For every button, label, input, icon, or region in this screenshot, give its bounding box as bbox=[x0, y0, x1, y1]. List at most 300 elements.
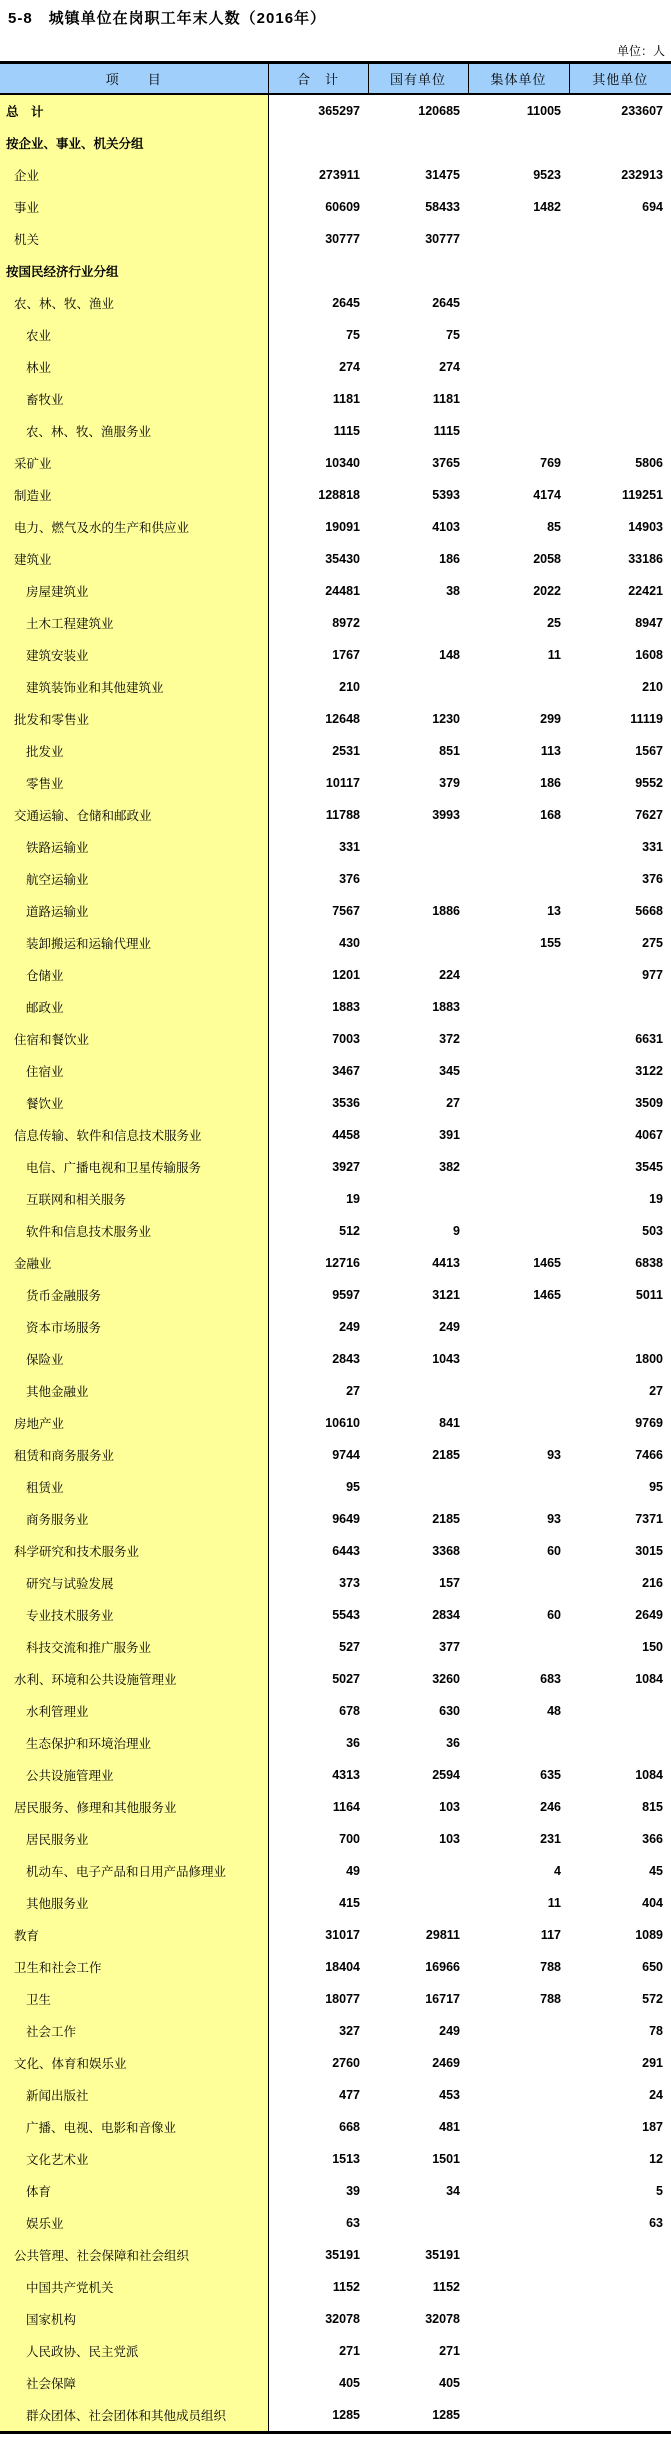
table-row bbox=[0, 191, 671, 223]
value-cell bbox=[368, 927, 468, 959]
value-cell: 19 bbox=[346, 1192, 360, 1206]
value-cell: 34 bbox=[446, 2184, 460, 2198]
value-cell: 1465 bbox=[533, 1288, 561, 1302]
value-cell bbox=[368, 127, 468, 159]
value-cell: 4174 bbox=[533, 488, 561, 502]
value-cell: 4413 bbox=[432, 1256, 460, 1270]
item-label: 总 计 bbox=[0, 94, 268, 127]
table-row bbox=[0, 383, 671, 415]
item-label: 机动车、电子产品和日用产品修理业 bbox=[0, 1855, 268, 1887]
value-cell: 103 bbox=[439, 1832, 460, 1846]
item-label: 农、林、牧、渔服务业 bbox=[0, 415, 268, 447]
value-cell bbox=[468, 831, 569, 863]
value-cell: 331 bbox=[339, 840, 360, 854]
item-label: 建筑安装业 bbox=[0, 639, 268, 671]
value-cell: 851 bbox=[439, 744, 460, 758]
item-label: 交通运输、仓储和邮政业 bbox=[0, 799, 268, 831]
item-label: 铁路运输业 bbox=[0, 831, 268, 863]
value-cell: 453 bbox=[439, 2088, 460, 2102]
value-cell: 366 bbox=[642, 1832, 663, 1846]
value-cell: 30777 bbox=[325, 232, 360, 246]
value-cell bbox=[468, 2015, 569, 2047]
table-row bbox=[0, 543, 671, 575]
item-label: 按企业、事业、机关分组 bbox=[0, 127, 268, 159]
value-cell: 10117 bbox=[325, 776, 360, 790]
value-cell bbox=[569, 2367, 671, 2399]
value-cell: 668 bbox=[339, 2120, 360, 2134]
value-cell bbox=[468, 2399, 569, 2433]
value-cell: 788 bbox=[540, 1992, 561, 2006]
value-cell bbox=[569, 255, 671, 287]
table-row bbox=[0, 1695, 671, 1727]
value-cell: 27 bbox=[649, 1384, 663, 1398]
value-cell: 186 bbox=[439, 552, 460, 566]
table-row bbox=[0, 511, 671, 543]
table-row bbox=[0, 703, 671, 735]
value-cell: 33186 bbox=[628, 552, 663, 566]
value-cell bbox=[569, 1727, 671, 1759]
value-cell: 5027 bbox=[332, 1672, 360, 1686]
item-label: 社会保障 bbox=[0, 2367, 268, 2399]
value-cell: 2531 bbox=[332, 744, 360, 758]
value-cell bbox=[468, 2239, 569, 2271]
item-label: 林业 bbox=[0, 351, 268, 383]
value-cell: 635 bbox=[540, 1768, 561, 1782]
value-cell: 291 bbox=[642, 2056, 663, 2070]
item-label: 教育 bbox=[0, 1919, 268, 1951]
item-label: 水利、环境和公共设施管理业 bbox=[0, 1663, 268, 1695]
table-row bbox=[0, 2271, 671, 2303]
value-cell bbox=[468, 1311, 569, 1343]
item-label: 住宿业 bbox=[0, 1055, 268, 1087]
value-cell: 29811 bbox=[425, 1928, 460, 1942]
table-row bbox=[0, 415, 671, 447]
table-row bbox=[0, 1183, 671, 1215]
value-cell: 1084 bbox=[635, 1672, 663, 1686]
value-cell bbox=[368, 831, 468, 863]
value-cell bbox=[468, 2367, 569, 2399]
item-label: 邮政业 bbox=[0, 991, 268, 1023]
value-cell: 39 bbox=[346, 2184, 360, 2198]
table-row bbox=[0, 1151, 671, 1183]
value-cell: 376 bbox=[339, 872, 360, 886]
value-cell: 694 bbox=[642, 200, 663, 214]
value-cell: 376 bbox=[642, 872, 663, 886]
value-cell: 3536 bbox=[332, 1096, 360, 1110]
column-header-item: 项 目 bbox=[0, 63, 268, 95]
value-cell: 187 bbox=[642, 2120, 663, 2134]
value-cell: 3993 bbox=[432, 808, 460, 822]
value-cell: 12716 bbox=[325, 1256, 360, 1270]
value-cell: 16966 bbox=[425, 1960, 460, 1974]
value-cell: 572 bbox=[642, 1992, 663, 2006]
item-label: 批发业 bbox=[0, 735, 268, 767]
value-cell: 85 bbox=[547, 520, 561, 534]
column-header-collective: 集体单位 bbox=[468, 63, 569, 95]
value-cell: 815 bbox=[642, 1800, 663, 1814]
value-cell: 119251 bbox=[621, 488, 663, 502]
value-cell bbox=[368, 671, 468, 703]
value-cell: 404 bbox=[642, 1896, 663, 1910]
item-label: 文化、体育和娱乐业 bbox=[0, 2047, 268, 2079]
value-cell: 24 bbox=[649, 2088, 663, 2102]
item-label: 农业 bbox=[0, 319, 268, 351]
item-label: 广播、电视、电影和音像业 bbox=[0, 2111, 268, 2143]
value-cell: 2594 bbox=[432, 1768, 460, 1782]
item-label: 保险业 bbox=[0, 1343, 268, 1375]
page-title: 5-8 城镇单位在岗职工年末人数（2016年） bbox=[8, 10, 327, 27]
value-cell: 379 bbox=[439, 776, 460, 790]
value-cell: 1567 bbox=[635, 744, 663, 758]
item-label: 研究与试验发展 bbox=[0, 1567, 268, 1599]
table-row bbox=[0, 767, 671, 799]
value-cell: 231 bbox=[540, 1832, 561, 1846]
item-label: 租赁业 bbox=[0, 1471, 268, 1503]
item-label: 电力、燃气及水的生产和供应业 bbox=[0, 511, 268, 543]
value-cell bbox=[368, 255, 468, 287]
value-cell: 60 bbox=[547, 1544, 561, 1558]
table-row bbox=[0, 1919, 671, 1951]
value-cell bbox=[569, 991, 671, 1023]
value-cell bbox=[368, 2207, 468, 2239]
table-row bbox=[0, 1055, 671, 1087]
value-cell bbox=[368, 1471, 468, 1503]
table-row bbox=[0, 255, 671, 287]
column-header-total: 合 计 bbox=[268, 63, 368, 95]
value-cell bbox=[468, 2111, 569, 2143]
value-cell: 22421 bbox=[628, 584, 663, 598]
value-cell bbox=[569, 2399, 671, 2433]
value-cell: 11119 bbox=[630, 712, 663, 726]
value-cell: 3015 bbox=[635, 1544, 663, 1558]
value-cell bbox=[569, 351, 671, 383]
column-header-state-owned: 国有单位 bbox=[368, 63, 468, 95]
value-cell: 13 bbox=[547, 904, 561, 918]
item-label: 互联网和相关服务 bbox=[0, 1183, 268, 1215]
value-cell: 9649 bbox=[332, 1512, 360, 1526]
value-cell: 1285 bbox=[432, 2408, 460, 2422]
table-row bbox=[0, 1599, 671, 1631]
value-cell bbox=[468, 671, 569, 703]
value-cell: 841 bbox=[439, 1416, 460, 1430]
value-cell: 512 bbox=[339, 1224, 360, 1238]
value-cell bbox=[468, 1407, 569, 1439]
item-label: 文化艺术业 bbox=[0, 2143, 268, 2175]
value-cell: 233607 bbox=[621, 104, 663, 118]
value-cell: 60609 bbox=[325, 200, 360, 214]
table-row bbox=[0, 159, 671, 191]
value-cell: 1084 bbox=[635, 1768, 663, 1782]
value-cell: 405 bbox=[339, 2376, 360, 2390]
value-cell: 4 bbox=[554, 1864, 561, 1878]
table-row bbox=[0, 1983, 671, 2015]
value-cell: 2843 bbox=[332, 1352, 360, 1366]
table-row bbox=[0, 671, 671, 703]
value-cell: 3467 bbox=[332, 1064, 360, 1078]
table-row bbox=[0, 735, 671, 767]
value-cell bbox=[268, 127, 368, 159]
item-label: 软件和信息技术服务业 bbox=[0, 1215, 268, 1247]
value-cell: 48 bbox=[547, 1704, 561, 1718]
table-row bbox=[0, 1535, 671, 1567]
value-cell: 3927 bbox=[332, 1160, 360, 1174]
value-cell: 3509 bbox=[635, 1096, 663, 1110]
item-label: 公共管理、社会保障和社会组织 bbox=[0, 2239, 268, 2271]
value-cell bbox=[468, 1567, 569, 1599]
item-label: 土木工程建筑业 bbox=[0, 607, 268, 639]
value-cell bbox=[569, 287, 671, 319]
table-row bbox=[0, 927, 671, 959]
value-cell: 32078 bbox=[325, 2312, 360, 2326]
value-cell bbox=[468, 2143, 569, 2175]
item-label: 其他服务业 bbox=[0, 1887, 268, 1919]
table-row bbox=[0, 1791, 671, 1823]
table-row bbox=[0, 1567, 671, 1599]
value-cell: 9744 bbox=[332, 1448, 360, 1462]
value-cell: 157 bbox=[439, 1576, 460, 1590]
value-cell: 481 bbox=[439, 2120, 460, 2134]
value-cell: 365297 bbox=[318, 104, 360, 118]
value-cell: 373 bbox=[339, 1576, 360, 1590]
value-cell bbox=[468, 2335, 569, 2367]
item-label: 房地产业 bbox=[0, 1407, 268, 1439]
value-cell: 1201 bbox=[332, 968, 360, 982]
value-cell bbox=[468, 959, 569, 991]
table-row bbox=[0, 959, 671, 991]
table-row bbox=[0, 1311, 671, 1343]
value-cell: 1465 bbox=[533, 1256, 561, 1270]
value-cell: 35191 bbox=[325, 2248, 360, 2262]
table-row bbox=[0, 639, 671, 671]
value-cell bbox=[468, 415, 569, 447]
value-cell: 331 bbox=[642, 840, 663, 854]
value-cell: 377 bbox=[439, 1640, 460, 1654]
value-cell bbox=[468, 223, 569, 255]
value-cell: 4313 bbox=[332, 1768, 360, 1782]
value-cell: 27 bbox=[446, 1096, 460, 1110]
item-label: 生态保护和环境治理业 bbox=[0, 1727, 268, 1759]
value-cell bbox=[368, 1887, 468, 1919]
value-cell: 249 bbox=[439, 2024, 460, 2038]
table-row bbox=[0, 2047, 671, 2079]
value-cell: 8947 bbox=[635, 616, 663, 630]
value-cell: 120685 bbox=[418, 104, 460, 118]
table-row bbox=[0, 2207, 671, 2239]
value-cell: 36 bbox=[446, 1736, 460, 1750]
item-label: 按国民经济行业分组 bbox=[0, 255, 268, 287]
value-cell: 527 bbox=[339, 1640, 360, 1654]
statistics-table bbox=[0, 61, 671, 2434]
value-cell: 95 bbox=[649, 1480, 663, 1494]
value-cell: 6838 bbox=[635, 1256, 663, 1270]
value-cell: 11 bbox=[547, 648, 561, 662]
value-cell: 249 bbox=[339, 1320, 360, 1334]
item-label: 房屋建筑业 bbox=[0, 575, 268, 607]
table-row bbox=[0, 831, 671, 863]
value-cell bbox=[569, 2303, 671, 2335]
value-cell: 415 bbox=[339, 1896, 360, 1910]
value-cell: 274 bbox=[339, 360, 360, 374]
value-cell: 24481 bbox=[325, 584, 360, 598]
item-label: 娱乐业 bbox=[0, 2207, 268, 2239]
value-cell: 7567 bbox=[332, 904, 360, 918]
value-cell bbox=[468, 127, 569, 159]
value-cell: 3545 bbox=[635, 1160, 663, 1174]
table-row bbox=[0, 1023, 671, 1055]
value-cell: 382 bbox=[439, 1160, 460, 1174]
value-cell: 3121 bbox=[432, 1288, 460, 1302]
value-cell: 19091 bbox=[325, 520, 360, 534]
value-cell: 5543 bbox=[332, 1608, 360, 1622]
value-cell: 7371 bbox=[635, 1512, 663, 1526]
value-cell: 150 bbox=[642, 1640, 663, 1654]
value-cell: 5011 bbox=[635, 1288, 663, 1302]
table-row bbox=[0, 479, 671, 511]
item-label: 群众团体、社会团体和其他成员组织 bbox=[0, 2399, 268, 2433]
table-row bbox=[0, 1759, 671, 1791]
value-cell: 38 bbox=[446, 584, 460, 598]
value-cell bbox=[368, 1183, 468, 1215]
value-cell: 273911 bbox=[318, 168, 360, 182]
item-label: 事业 bbox=[0, 191, 268, 223]
value-cell bbox=[468, 2271, 569, 2303]
value-cell: 2185 bbox=[432, 1448, 460, 1462]
value-cell: 14903 bbox=[628, 520, 663, 534]
item-label: 住宿和餐饮业 bbox=[0, 1023, 268, 1055]
value-cell: 1886 bbox=[432, 904, 460, 918]
value-cell bbox=[468, 1119, 569, 1151]
value-cell: 6631 bbox=[635, 1032, 663, 1046]
table-row bbox=[0, 1887, 671, 1919]
value-cell: 1181 bbox=[332, 392, 360, 406]
value-cell: 186 bbox=[540, 776, 561, 790]
item-label: 国家机构 bbox=[0, 2303, 268, 2335]
item-label: 批发和零售业 bbox=[0, 703, 268, 735]
table-row bbox=[0, 799, 671, 831]
item-label: 零售业 bbox=[0, 767, 268, 799]
value-cell bbox=[468, 2175, 569, 2207]
table-row bbox=[0, 1663, 671, 1695]
item-label: 资本市场服务 bbox=[0, 1311, 268, 1343]
value-cell: 9769 bbox=[635, 1416, 663, 1430]
table-row bbox=[0, 1279, 671, 1311]
table-header bbox=[0, 63, 671, 95]
value-cell: 18077 bbox=[325, 1992, 360, 2006]
value-cell bbox=[468, 287, 569, 319]
value-cell: 4458 bbox=[332, 1128, 360, 1142]
value-cell: 1513 bbox=[332, 2152, 360, 2166]
value-cell: 1767 bbox=[332, 648, 360, 662]
value-cell: 1043 bbox=[432, 1352, 460, 1366]
value-cell: 249 bbox=[439, 1320, 460, 1334]
value-cell: 63 bbox=[346, 2216, 360, 2230]
value-cell bbox=[468, 2207, 569, 2239]
table-row bbox=[0, 2303, 671, 2335]
value-cell: 11005 bbox=[526, 104, 561, 118]
item-label: 畜牧业 bbox=[0, 383, 268, 415]
value-cell: 168 bbox=[540, 808, 561, 822]
value-cell: 2645 bbox=[432, 296, 460, 310]
value-cell bbox=[368, 1375, 468, 1407]
value-cell: 9 bbox=[453, 1224, 460, 1238]
table-row bbox=[0, 2015, 671, 2047]
value-cell: 246 bbox=[540, 1800, 561, 1814]
item-label: 科技交流和推广服务业 bbox=[0, 1631, 268, 1663]
item-label: 新闻出版社 bbox=[0, 2079, 268, 2111]
value-cell: 3260 bbox=[432, 1672, 460, 1686]
table-row bbox=[0, 1343, 671, 1375]
value-cell: 8972 bbox=[332, 616, 360, 630]
table-row bbox=[0, 2175, 671, 2207]
value-cell: 2185 bbox=[432, 1512, 460, 1526]
value-cell: 3122 bbox=[635, 1064, 663, 1078]
value-cell: 4067 bbox=[635, 1128, 663, 1142]
item-label: 制造业 bbox=[0, 479, 268, 511]
item-label: 仓储业 bbox=[0, 959, 268, 991]
value-cell: 11 bbox=[547, 1896, 561, 1910]
value-cell: 11788 bbox=[325, 808, 360, 822]
value-cell: 1285 bbox=[332, 2408, 360, 2422]
table-row bbox=[0, 1407, 671, 1439]
value-cell: 224 bbox=[439, 968, 460, 982]
value-cell: 36 bbox=[346, 1736, 360, 1750]
value-cell: 6443 bbox=[332, 1544, 360, 1558]
value-cell: 1482 bbox=[533, 200, 561, 214]
value-cell bbox=[569, 1695, 671, 1727]
value-cell: 1152 bbox=[432, 2280, 460, 2294]
item-label: 货币金融服务 bbox=[0, 1279, 268, 1311]
value-cell: 19 bbox=[649, 1192, 663, 1206]
table-row bbox=[0, 1823, 671, 1855]
item-label: 金融业 bbox=[0, 1247, 268, 1279]
value-cell: 630 bbox=[439, 1704, 460, 1718]
value-cell: 45 bbox=[649, 1864, 663, 1878]
value-cell: 683 bbox=[540, 1672, 561, 1686]
value-cell bbox=[569, 319, 671, 351]
value-cell bbox=[368, 1855, 468, 1887]
item-label: 水利管理业 bbox=[0, 1695, 268, 1727]
value-cell: 12648 bbox=[325, 712, 360, 726]
value-cell: 2649 bbox=[635, 1608, 663, 1622]
value-cell: 345 bbox=[439, 1064, 460, 1078]
value-cell: 700 bbox=[339, 1832, 360, 1846]
table-row bbox=[0, 1727, 671, 1759]
item-label: 居民服务、修理和其他服务业 bbox=[0, 1791, 268, 1823]
value-cell: 5806 bbox=[635, 456, 663, 470]
item-label: 信息传输、软件和信息技术服务业 bbox=[0, 1119, 268, 1151]
item-label: 道路运输业 bbox=[0, 895, 268, 927]
table-row bbox=[0, 2335, 671, 2367]
item-label: 体育 bbox=[0, 2175, 268, 2207]
value-cell: 35191 bbox=[425, 2248, 460, 2262]
table-row bbox=[0, 991, 671, 1023]
table-row bbox=[0, 127, 671, 159]
value-cell bbox=[468, 255, 569, 287]
value-cell: 2058 bbox=[533, 552, 561, 566]
value-cell: 391 bbox=[439, 1128, 460, 1142]
item-label: 社会工作 bbox=[0, 2015, 268, 2047]
table-row bbox=[0, 1439, 671, 1471]
value-cell: 327 bbox=[339, 2024, 360, 2038]
value-cell: 9552 bbox=[635, 776, 663, 790]
value-cell bbox=[468, 1727, 569, 1759]
value-cell: 60 bbox=[547, 1608, 561, 1622]
value-cell bbox=[569, 415, 671, 447]
value-cell: 155 bbox=[540, 936, 561, 950]
value-cell bbox=[468, 319, 569, 351]
value-cell: 128818 bbox=[318, 488, 360, 502]
value-cell: 7466 bbox=[635, 1448, 663, 1462]
